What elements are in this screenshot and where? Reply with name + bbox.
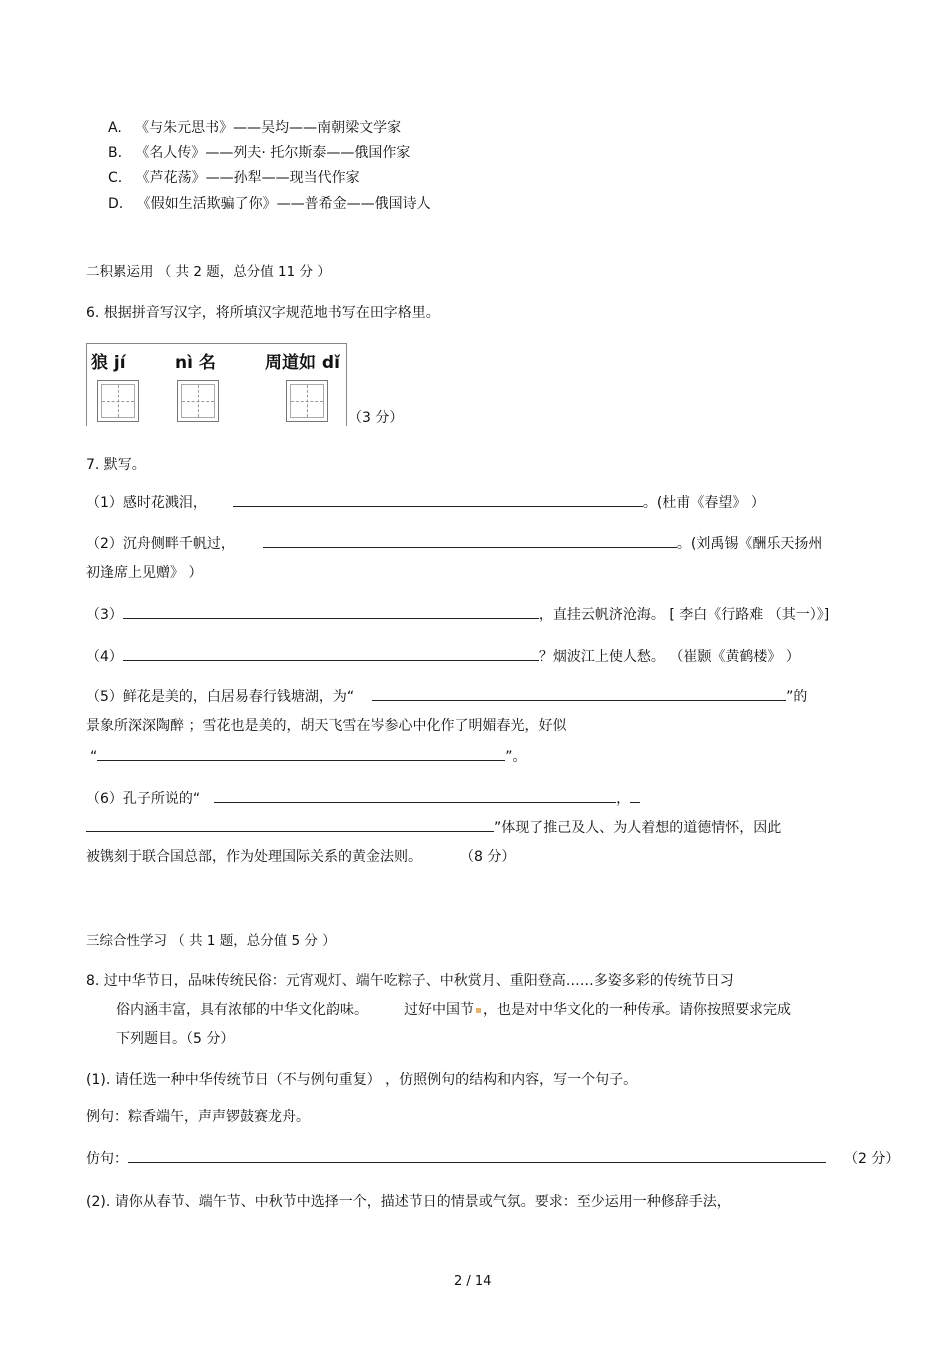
q7-item-2-cont: 初逢席上见赠》 ） [86, 565, 203, 581]
imitate-score: （2 分） [844, 1151, 900, 1167]
tianzige-cell-3[interactable] [286, 380, 328, 422]
answer-blank[interactable] [97, 746, 505, 761]
page-number: 2 / 14 [454, 1274, 492, 1289]
q8-sub-1: (1). 请任选一种中华传统节日（不与例句重复） ，仿照例句的结构和内容，写一个句子。 [86, 1072, 638, 1088]
option-b [108, 143, 410, 163]
q7-item-6-line3: 被镌刻于联合国总部，作为处理国际关系的黄金法则。 （8 分） [86, 849, 516, 865]
answer-blank[interactable] [214, 788, 616, 803]
q7-item-1: （1）感时花溅泪， 。(杜甫《春望》 ） [86, 492, 765, 513]
q7-item-5: （5）鲜花是美的，白居易春行钱塘湖，为“ ”的 [86, 686, 807, 707]
q7-score: （8 分） [460, 849, 516, 865]
q7-item-5-line3: “ ”。 [90, 746, 527, 767]
q6-prompt: 6. 根据拼音写汉字，将所填汉字规范地书写在田字格里。 [86, 305, 440, 321]
q8-line-2: 俗内涵丰富，具有浓郁的中华文化韵味。 过好中国节 ，也是对中华文化的一种传承。请你按照要求完成 [116, 1002, 791, 1018]
q8-example: 例句：粽香端午，声声锣鼓赛龙舟。 [86, 1109, 310, 1125]
q8-line-3: 下列题目。（5 分） [116, 1031, 235, 1047]
q7-item-5-line2: 景象所深深陶醉 ；雪花也是美的，胡天飞雪在岑参心中化作了明媚春光，好似 [86, 718, 567, 734]
word-label-2: nì 名 [175, 353, 216, 373]
q7-item-4: （4） ？烟波江上使人愁。 （崔颢《黄鹤楼》 ） [86, 646, 800, 667]
word-label-1: 狼 jí [91, 353, 126, 373]
tianzige-cell-2[interactable] [177, 380, 219, 422]
section-2-title: 二积累运用 （ 共 2 题，总分值 11 分 ） [86, 264, 331, 280]
q7-item-6: （6）孔子所说的“ ， [86, 788, 640, 809]
option-c [108, 168, 360, 188]
q8-imitate: 仿句： （2 分） [86, 1148, 899, 1169]
option-letter: B. [108, 145, 123, 161]
answer-blank[interactable] [263, 533, 677, 548]
q6-score: （3 分） [348, 410, 404, 426]
option-letter: D. [108, 196, 124, 212]
q7-item-2: （2）沉舟侧畔千帆过， 。(刘禹锡《酬乐天扬州 [86, 533, 822, 554]
option-text: 《假如生活欺骗了你》——普希金——俄国诗人 [136, 196, 431, 212]
answer-blank[interactable] [372, 686, 786, 701]
option-letter: A. [108, 120, 122, 136]
q8-line-1: 8. 过中华节日，品味传统民俗：元宵观灯、端午吃粽子、中秋赏月、重阳登高……多姿多彩的传统节日习 [86, 973, 734, 989]
option-text: 《名人传》——列夫· 托尔斯泰——俄国作家 [135, 145, 411, 161]
section-3-title: 三综合性学习 （ 共 1 题，总分值 5 分 ） [86, 933, 336, 949]
highlight-mark [476, 1008, 481, 1013]
answer-blank[interactable] [86, 817, 494, 832]
answer-blank[interactable] [123, 646, 539, 661]
q7-item-3: （3） ，直挂云帆济沧海。 [ 李白《行路难 （其一）》] [86, 604, 829, 625]
tianzige-box [86, 343, 347, 426]
answer-blank[interactable] [233, 492, 643, 507]
tianzige-cell-1[interactable] [97, 380, 139, 422]
answer-blank[interactable] [123, 604, 539, 619]
answer-blank[interactable] [128, 1148, 826, 1163]
option-text: 《与朱元思书》——吴均——南朝梁文学家 [135, 120, 402, 136]
word-label-3: 周道如 dǐ [265, 353, 340, 373]
option-d [108, 194, 431, 214]
q7-item-6-line2: ”体现了推己及人、为人着想的道德情怀，因此 [86, 817, 781, 838]
q8-sub-2: (2). 请你从春节、端午节、中秋节中选择一个，描述节日的情景或气氛。要求：至少运用一种修辞手法， [86, 1194, 731, 1210]
option-letter: C. [108, 170, 123, 186]
q7-prompt: 7. 默写。 [86, 457, 146, 473]
option-text: 《芦花荡》——孙犁——现当代作家 [135, 170, 360, 186]
option-a [108, 118, 401, 138]
